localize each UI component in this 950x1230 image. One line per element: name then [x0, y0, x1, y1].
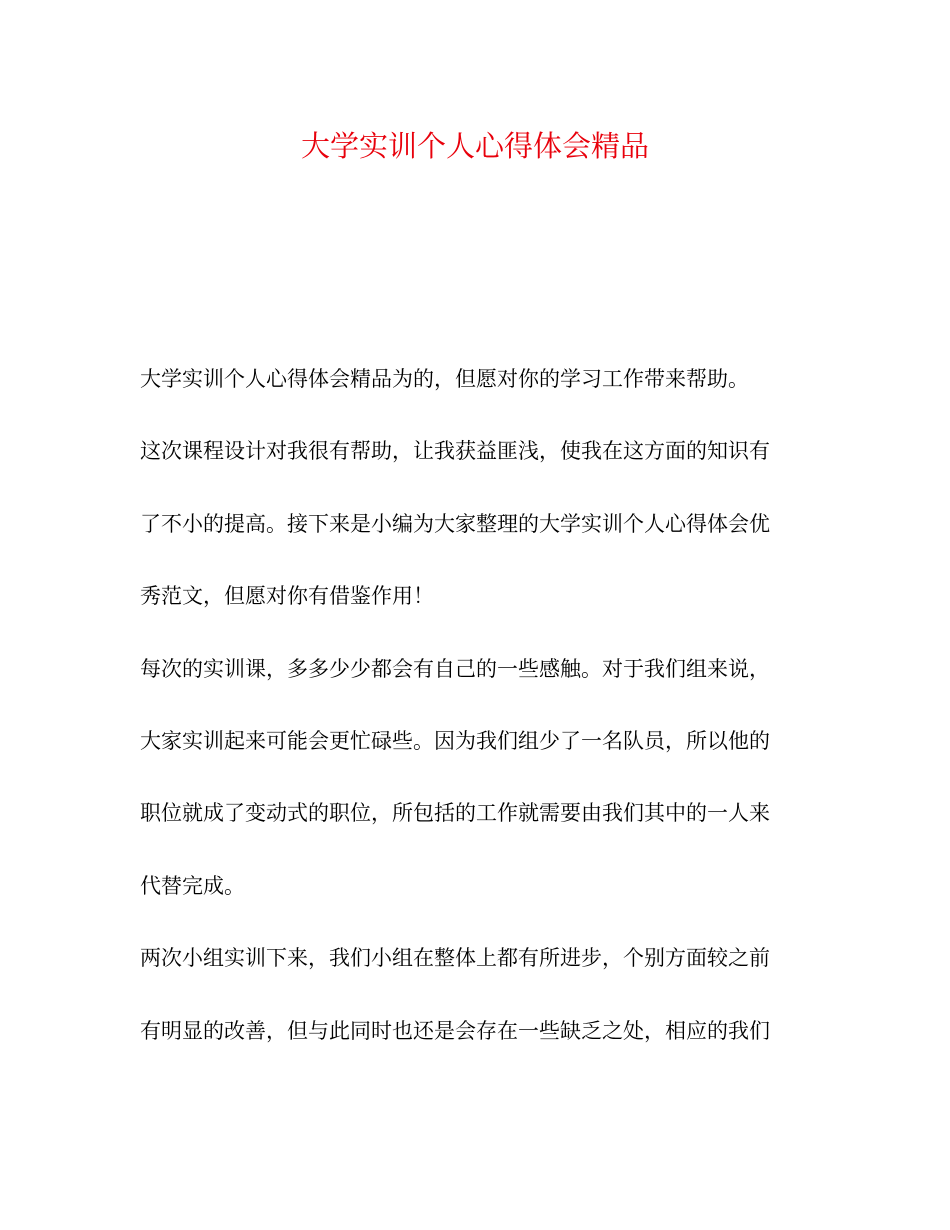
- body-line: 这次课程设计对我很有帮助，让我获益匪浅，使我在这方面的知识有: [140, 439, 770, 463]
- body-line: 秀范文，但愿对你有借鉴作用！: [140, 584, 434, 608]
- body-line: 每次的实训课，多多少少都会有自己的一些感触。对于我们组来说，: [140, 657, 770, 681]
- body-line: 两次小组实训下来，我们小组在整体上都有所进步，个别方面较之前: [140, 946, 770, 970]
- body-line: 大学实训个人心得体会精品为的，但愿对你的学习工作带来帮助。: [140, 367, 749, 391]
- body-line: 代替完成。: [140, 874, 245, 898]
- body-line: 大家实训起来可能会更忙碌些。因为我们组少了一名队员，所以他的: [140, 729, 770, 753]
- document-title: 大学实训个人心得体会精品: [300, 129, 649, 163]
- body-line: 有明显的改善，但与此同时也还是会存在一些缺乏之处，相应的我们: [140, 1019, 770, 1043]
- body-line: 职位就成了变动式的职位，所包括的工作就需要由我们其中的一人来: [140, 801, 770, 825]
- body-line: 了不小的提高。接下来是小编为大家整理的大学实训个人心得体会优: [140, 512, 770, 536]
